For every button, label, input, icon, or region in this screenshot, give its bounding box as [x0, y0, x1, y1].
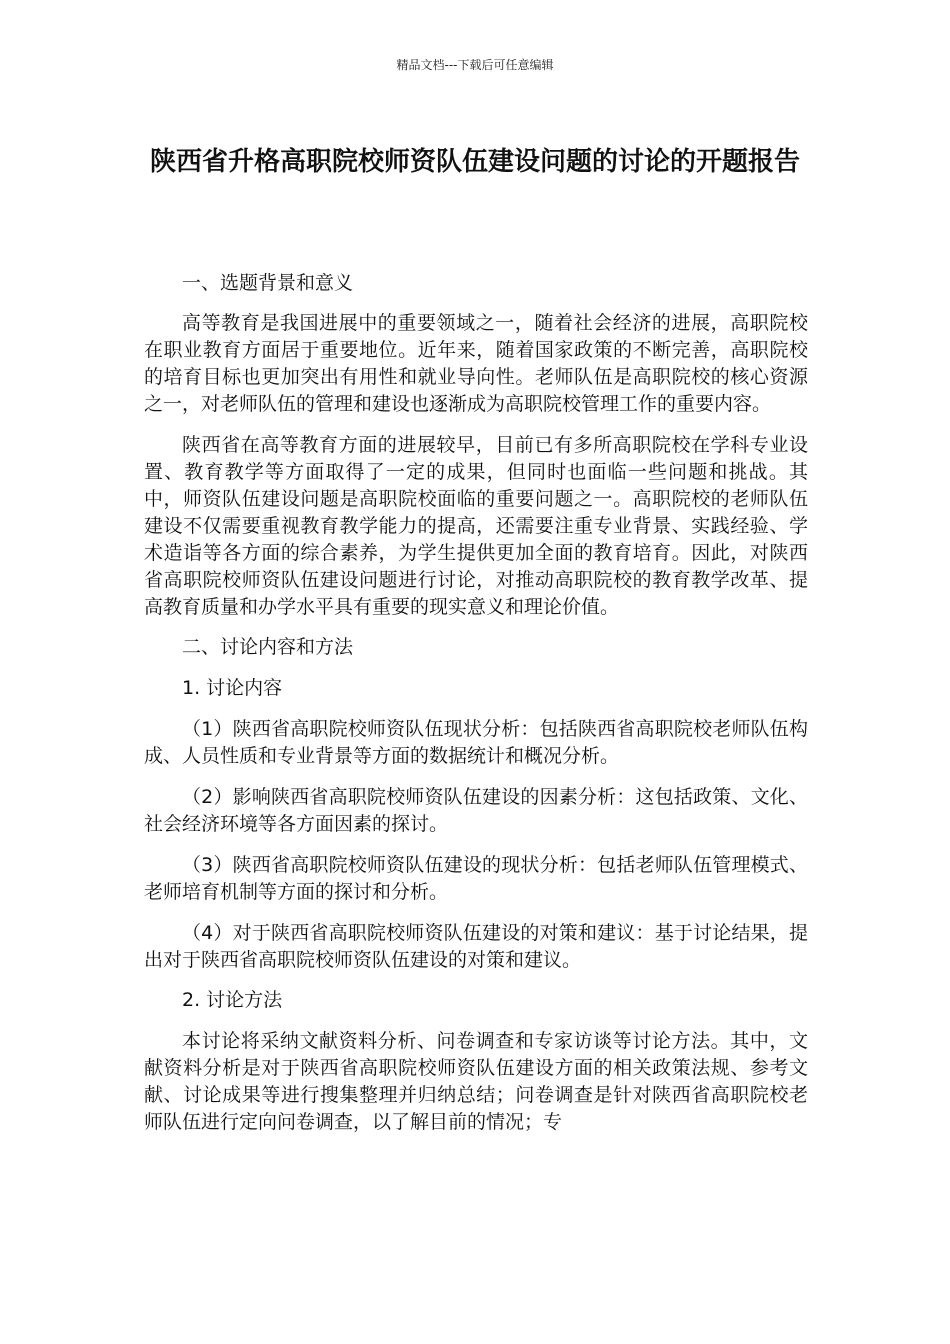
- content-item-4: （4）对于陕西省高职院校师资队伍建设的对策和建议：基于讨论结果，提出对于陕西省高职院校师资队伍建设的对策和建议。: [144, 922, 808, 971]
- subheading-method: 2. 讨论方法: [182, 989, 283, 1011]
- section-heading-1: 一、选题背景和意义: [182, 272, 354, 294]
- paragraph-method: 本讨论将采纳文献资料分析、问卷调查和专家访谈等讨论方法。其中，文献资料分析是对于陕西省高职院校师资队伍建设方面的相关政策法规、参考文献、讨论成果等进行搜集整理并归纳总结；问卷调查是针对陕西省高职院校老师队伍进行定向问卷调查，以了解目前的情况；专: [144, 1030, 808, 1133]
- content-item-2: （2）影响陕西省高职院校师资队伍建设的因素分析：这包括政策、文化、社会经济环境等各方面因素的探讨。: [144, 786, 808, 835]
- section-heading-2: 二、讨论内容和方法: [182, 636, 354, 658]
- header-note: 精品文档---下载后可任意编辑: [396, 58, 554, 72]
- paragraph-background-1: 高等教育是我国进展中的重要领域之一，随着社会经济的进展，高职院校在职业教育方面居于重要地位。近年来，随着国家政策的不断完善，高职院校的培育目标也更加突出有用性和就业导向性。老师队伍是高职院校的核心资源之一，对老师队伍的管理和建设也逐渐成为高职院校管理工作的重要内容。: [144, 312, 808, 415]
- subheading-content: 1. 讨论内容: [182, 677, 283, 699]
- paragraph-background-2: 陕西省在高等教育方面的进展较早，目前已有多所高职院校在学科专业设置、教育教学等方面取得了一定的成果，但同时也面临一些问题和挑战。其中，师资队伍建设问题是高职院校面临的重要问题之一。高职院校的老师队伍建设不仅需要重视教育教学能力的提高，还需要注重专业背景、实践经验、学术造诣等各方面的综合素养，为学生提供更加全面的教育培育。因此，对陕西省高职院校师资队伍建设问题进行讨论，对推动高职院校的教育教学改革、提高教育质量和办学水平具有重要的现实意义和理论价值。: [144, 434, 808, 618]
- content-item-1: （1）陕西省高职院校师资队伍现状分析：包括陕西省高职院校老师队伍构成、人员性质和专业背景等方面的数据统计和概况分析。: [144, 718, 808, 767]
- content-item-3: （3）陕西省高职院校师资队伍建设的现状分析：包括老师队伍管理模式、老师培育机制等方面的探讨和分析。: [144, 854, 808, 903]
- document-title: 陕西省升格高职院校师资队伍建设问题的讨论的开题报告: [149, 147, 800, 177]
- document-body: [144, 270, 808, 1136]
